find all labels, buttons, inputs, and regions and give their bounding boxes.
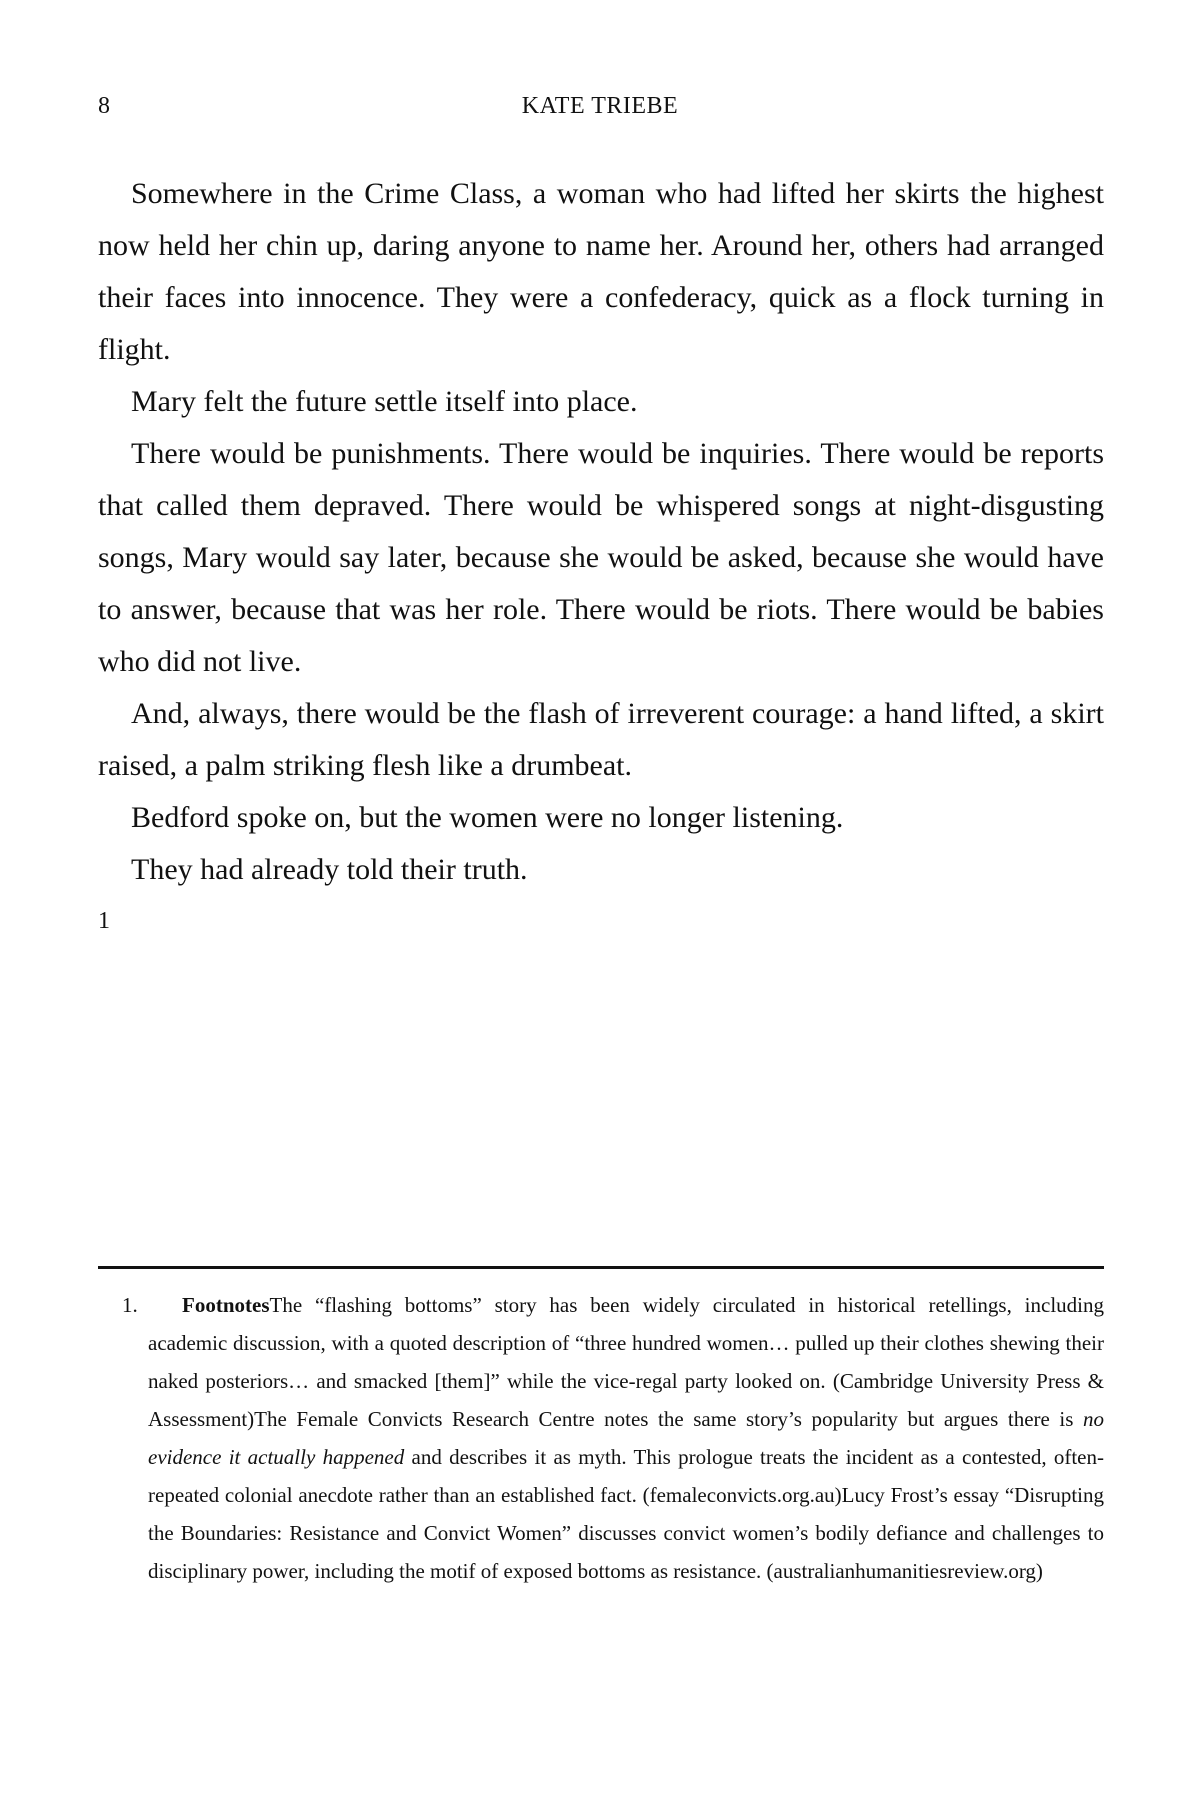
paragraph-courage: And, always, there would be the flash of irreverent courage: a hand lifted, a skirt raised, a palm striking flesh like a drumbeat. bbox=[98, 697, 1104, 782]
paragraph-crime-class: Somewhere in the Crime Class, a woman who had lifted her skirts the highest now held her chin up, daring anyone to name her. Around her, others had arranged their faces into innocence. They were a confederacy, quick as a flock turning in flight. bbox=[98, 177, 1104, 366]
footnote-italic-phrase: no evidence it actually happened bbox=[148, 1407, 1104, 1469]
page-number: 8 bbox=[98, 93, 110, 119]
footnote-heading: Footnotes bbox=[182, 1293, 270, 1317]
footnote-text-part-2: and describes it as myth. This prologue treats the incident as a contested, often-repeated colonial anecdote rather than an established fact. (femaleconvicts.org.au)Lucy Frost’s essay “Disrupting the Boundaries: Resistance and Convict Women” discusses convict women’s bodily defiance and challenges to disciplinary power, including the motif of exposed bottoms as resistance. (australianhumanitiesreview.org) bbox=[148, 1445, 1104, 1583]
paragraph-punishments: There would be punishments. There would be inquiries. There would be reports that called them depraved. There would be whispered songs at night-disgusting songs, Mary would say later, because she would be asked, because she would have to answer, because that was her role. There would be riots. There would be babies who did not live. bbox=[98, 437, 1104, 678]
footnote-1 bbox=[122, 1286, 1104, 1590]
footnote-rule bbox=[98, 1266, 1104, 1269]
running-head-author: KATE TRIEBE bbox=[521, 93, 679, 119]
body-text bbox=[98, 168, 1104, 896]
footnote-number: 1. bbox=[122, 1293, 138, 1317]
footnote-text-part-1: The “flashing bottoms” story has been widely circulated in historical retellings, including academic discussion, with a quoted description of “three hundred women… pulled up their clothes shewing their naked posteriors… and smacked [them]” while the vice-regal party looked on. (Cambridge University Press & Assessment)The Female Convicts Research Centre notes the same story’s popularity but argues there is bbox=[148, 1293, 1104, 1431]
paragraph-bedford: Bedford spoke on, but the women were no longer listening. bbox=[131, 801, 844, 834]
paragraph-future: Mary felt the future settle itself into place. bbox=[131, 385, 638, 418]
paragraph-truth: They had already told their truth. bbox=[131, 853, 528, 886]
footnote-text bbox=[122, 1286, 1104, 1590]
footnote-marker: 1 bbox=[98, 908, 110, 934]
